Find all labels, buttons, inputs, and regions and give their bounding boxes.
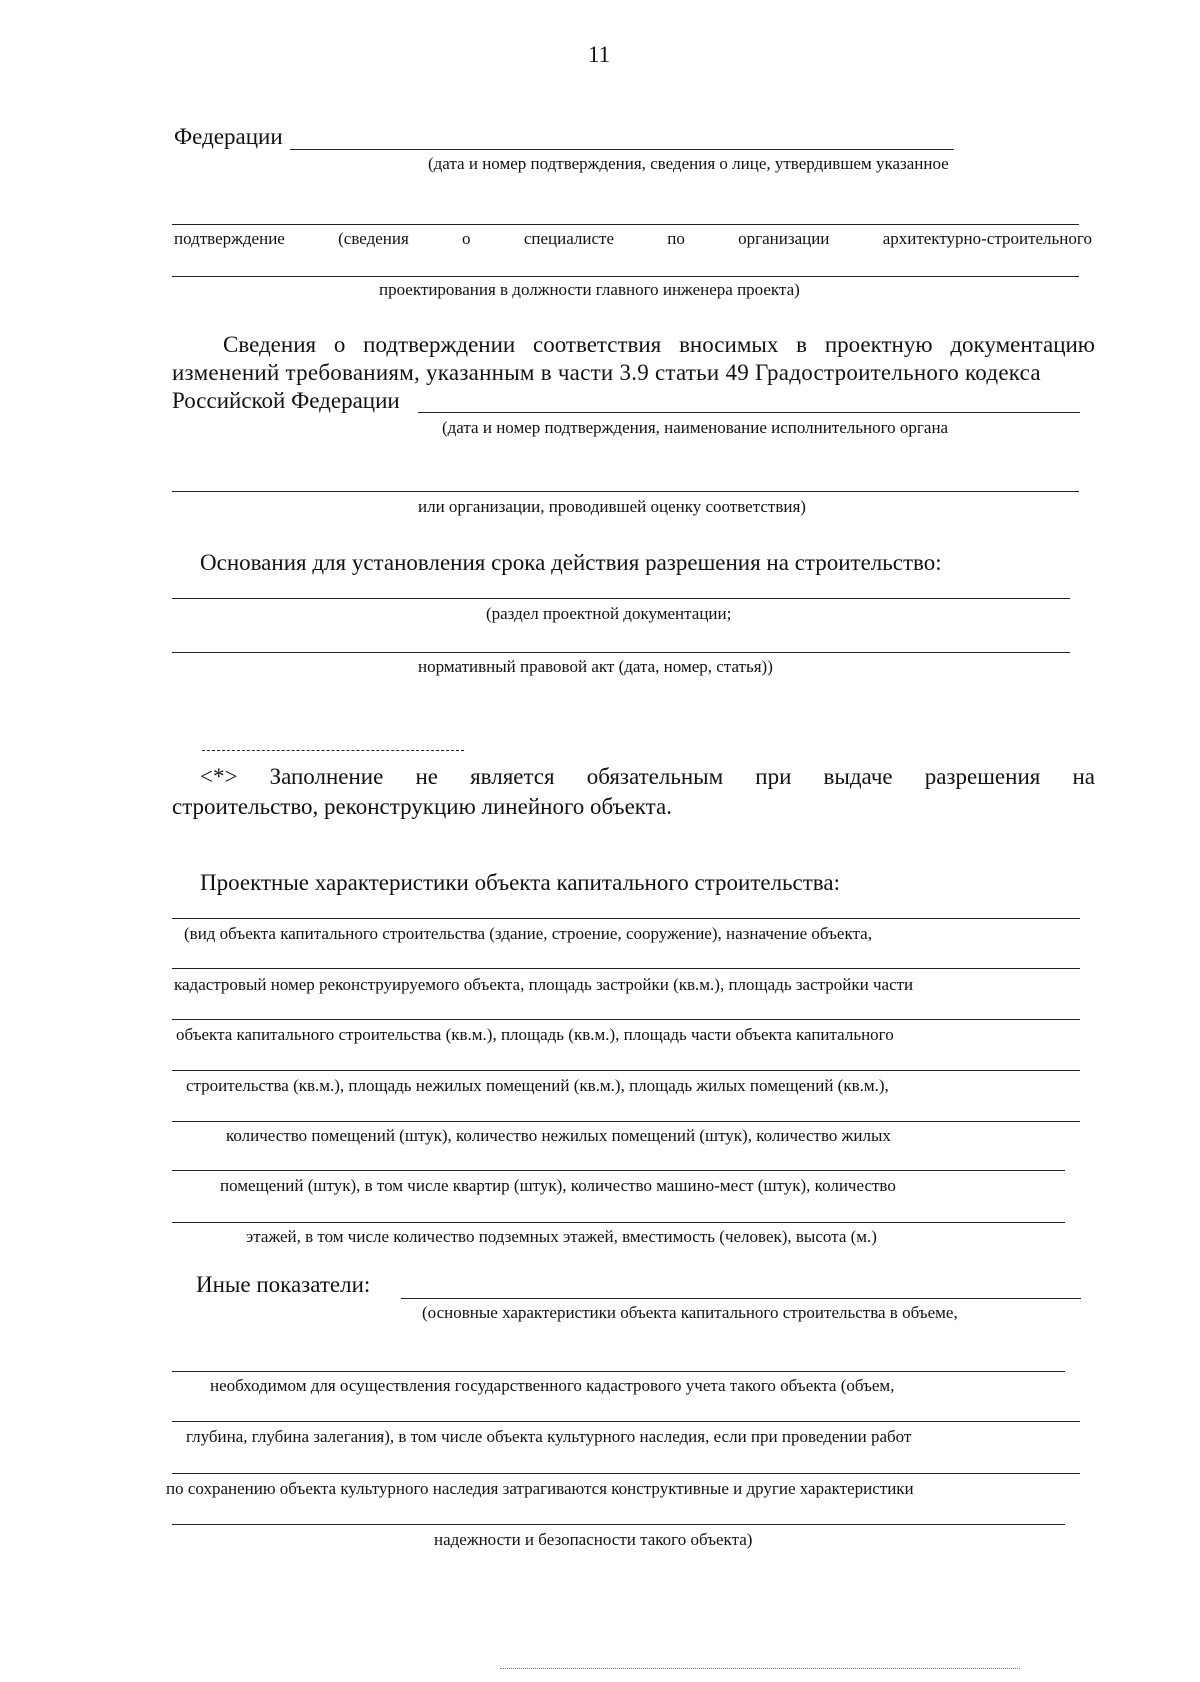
footnote-word: Заполнение <box>269 764 384 789</box>
block5-caption: глубина, глубина залегания), в том числе объекта культурного наследия, если при проведении работ <box>186 1427 912 1446</box>
footnote-word: обязательным <box>586 764 724 789</box>
paragraph-word: подтверждении <box>363 332 516 357</box>
block5-caption: (основные характеристики объекта капитального строительства в объеме, <box>422 1303 958 1322</box>
block3-heading: Основания для установления срока действия разрешения на строительство: <box>200 550 942 575</box>
block1-caption3: проектирования в должности главного инженера проекта) <box>379 280 800 299</box>
fill-line <box>172 598 1070 599</box>
paragraph-word: документацию <box>950 332 1095 357</box>
paragraph-word: вносимых <box>679 332 779 357</box>
fill-line <box>172 224 1079 225</box>
fill-line <box>172 1524 1065 1525</box>
footnote-word: выдаче <box>823 764 893 789</box>
caption-word: специалисте <box>523 229 614 248</box>
block4-caption: этажей, в том числе количество подземных этажей, вместимость (человек), высота (м.) <box>246 1227 877 1246</box>
block1-caption1: (дата и номер подтверждения, сведения о лице, утвердившем указанное <box>428 154 949 173</box>
caption-word: организации <box>738 229 830 248</box>
paragraph-word: соответствия <box>533 332 662 357</box>
paragraph-word: Сведения <box>223 332 317 357</box>
paragraph-word: о <box>333 332 346 357</box>
footnote-word: не <box>415 764 438 789</box>
block5-caption: надежности и безопасности такого объекта) <box>434 1530 753 1549</box>
block1-caption2 <box>174 229 1092 249</box>
footnote-word: является <box>470 764 555 789</box>
block4-caption: количество помещений (штук), количество нежилых помещений (штук), количество жилых <box>226 1126 891 1145</box>
fill-line <box>401 1298 1081 1299</box>
block2-line1 <box>223 332 1095 358</box>
footnote-word: разрешения <box>924 764 1041 789</box>
footnote-line1 <box>200 764 1095 790</box>
caption-word: подтверждение <box>174 229 285 248</box>
footnote-line2: строительство, реконструкцию линейного объекта. <box>172 794 672 819</box>
block4-caption: строительства (кв.м.), площадь нежилых помещений (кв.м.), площадь жилых помещений (кв.м.), <box>186 1076 889 1095</box>
block5-lead: Иные показатели: <box>196 1272 371 1297</box>
block3-caption1: (раздел проектной документации; <box>486 604 732 623</box>
fill-line <box>172 1121 1080 1122</box>
block4-caption: кадастровый номер реконструируемого объекта, площадь застройки (кв.м.), площадь застройки части <box>174 975 914 994</box>
fill-line <box>172 1473 1080 1474</box>
fill-line <box>172 491 1079 492</box>
fill-line <box>172 1222 1065 1223</box>
paragraph-word: в <box>796 332 808 357</box>
block1-lead: Федерации <box>174 124 283 149</box>
caption-word: архитектурно-строительного <box>882 229 1092 248</box>
fill-line <box>172 918 1080 919</box>
fill-line <box>172 1070 1080 1071</box>
fill-line <box>172 1371 1065 1372</box>
block2-caption2: или организации, проводившей оценку соответствия) <box>418 497 806 516</box>
block4-caption: помещений (штук), в том числе квартир (штук), количество машино-мест (штук), количество <box>220 1176 896 1195</box>
block5-caption: по сохранению объекта культурного наследия затрагиваются конструктивные и другие характеристики <box>166 1479 914 1498</box>
block2-line3: Российской Федерации <box>172 388 400 413</box>
fill-line <box>172 1019 1080 1020</box>
fill-line <box>172 652 1070 653</box>
footnote-word: при <box>755 764 792 789</box>
block2-line2: изменений требованиям, указанным в части 3.9 статьи 49 Градостроительного кодекса <box>172 360 1041 385</box>
fill-line <box>172 1421 1080 1422</box>
footnote-separator <box>202 750 464 751</box>
fill-line <box>418 412 1080 413</box>
caption-word: по <box>667 229 685 248</box>
fill-line <box>290 149 954 150</box>
caption-word: (сведения <box>338 229 409 248</box>
block3-caption2: нормативный правовой акт (дата, номер, статья)) <box>418 657 773 676</box>
scan-artifact <box>500 1668 1020 1669</box>
block4-caption: (вид объекта капитального строительства (здание, строение, сооружение), назначение объекта, <box>184 924 872 943</box>
fill-line <box>172 1170 1065 1171</box>
block5-caption: необходимом для осуществления государственного кадастрового учета такого объекта (объем, <box>210 1376 895 1395</box>
caption-word: о <box>462 229 471 248</box>
block2-caption1: (дата и номер подтверждения, наименование исполнительного органа <box>442 418 949 437</box>
fill-line <box>172 968 1080 969</box>
footnote-word: на <box>1072 764 1095 789</box>
block4-heading: Проектные характеристики объекта капитального строительства: <box>200 870 840 895</box>
footnote-marker: <*> <box>200 764 238 789</box>
page-number: 11 <box>588 42 611 67</box>
fill-line <box>172 276 1079 277</box>
block4-caption: объекта капитального строительства (кв.м.), площадь (кв.м.), площадь части объекта капитального <box>176 1025 894 1044</box>
paragraph-word: проектную <box>824 332 933 357</box>
